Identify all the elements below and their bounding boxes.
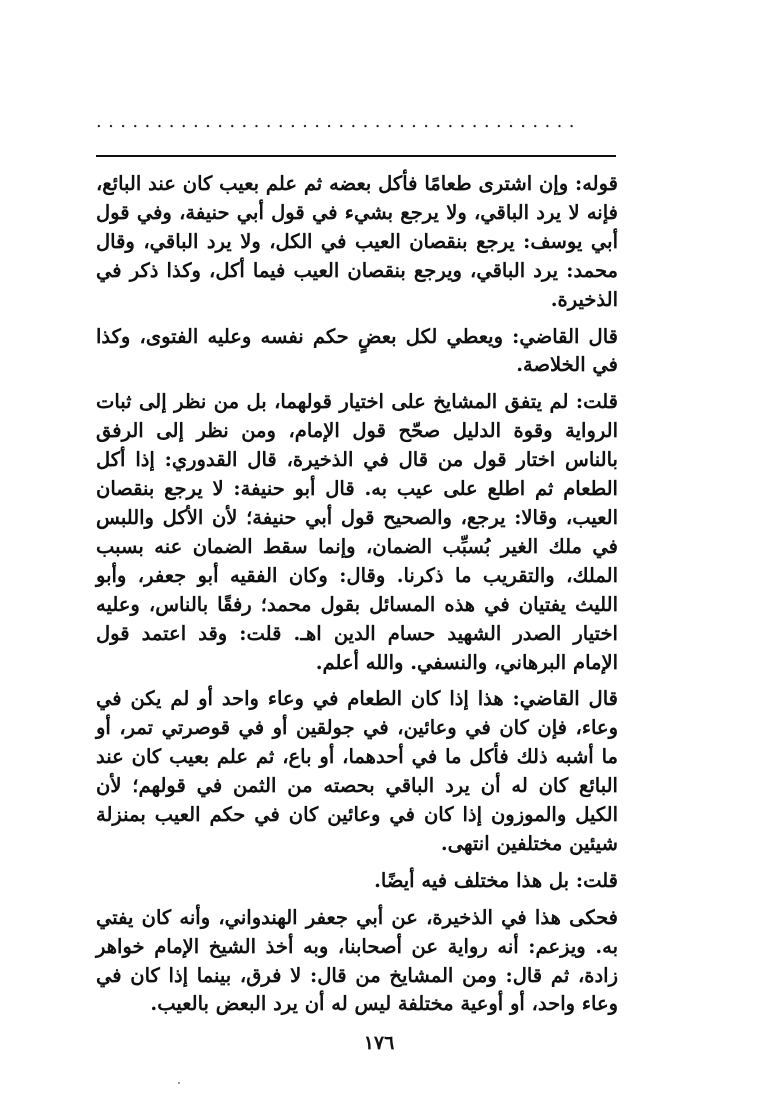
paragraph (96, 323, 618, 381)
text-line: قلت: بل هذا مختلف فيه أيضًا. (374, 868, 618, 892)
text-line: يفتيان في هذه المسائل بقول محمد؛ رفقًا بالناس، وعليه اختيار (96, 592, 618, 645)
text-line: قال القاضي: ويعطي لكل بعضٍ حكم نفسه وعليه الفتوى، وكذا (96, 324, 618, 348)
paragraph (96, 867, 618, 896)
text-line: وعاء واحد، أو أوعية مختلفة ليس له أن يرد البعض بالعيب. (150, 992, 618, 1016)
text-line: فإن كان في وعائين، في جولقين أو في قوصرتي تمر، أو ما أشبه ذلك (96, 716, 618, 769)
text-line: فأكل ما في أحدهما، أو باع، ثم علم بعيب كان عند البائع كان له أن يرد (96, 745, 618, 798)
text-line: يرد الباقي، ويرجع بنقصان العيب فيما أكل، وكذا ذكر في الذخيرة. (96, 258, 618, 311)
text-line: قوله: وإن اشترى طعامًا فأكل بعضه ثم علم بعيب كان عند البائع، فإنه (96, 172, 618, 224)
text-line: قلت: لم يتفق المشايخ على اختيار قولهما، بل من نظر إلى ثبات (96, 390, 618, 414)
paragraph (96, 170, 618, 315)
text-line: الصدر الشهيد حسام الدين اهـ. قلت: وقد اعتمد قول الإمام (96, 621, 618, 674)
text-line: الرواية وقوة الدليل صحّح قول الإمام، ومن نظر إلى الرفق بالناس (96, 419, 618, 472)
text-line: به. ويزعم: أنه رواية عن أصحابنا، وبه أخذ الشيخ الإمام خواهر (96, 934, 618, 958)
scan-speck (178, 1082, 180, 1084)
text-line: الباقي بحصته من الثمن في قولهم؛ لأن الكيل والموزون إذا كان في (96, 774, 618, 827)
text-line: زادة، ثم قال: ومن المشايخ من قال: لا فرق، بينما إذا كان في (96, 963, 618, 987)
page-number: ١٧٦ (363, 1032, 395, 1054)
text-line: قال القاضي: هذا إذا كان الطعام في وعاء واحد أو لم يكن في وعاء، (96, 687, 618, 740)
paragraph (96, 685, 618, 858)
paragraph (96, 904, 618, 1020)
text-line: ملك الغير بُسبِّب الضمان، وإنما سقط الضمان عنه بسبب الملك، (96, 534, 618, 587)
text-line: في الخلاصة. (516, 353, 618, 377)
text-line: اختار قول من قال في الذخيرة، قال القدوري: إذا أكل الطعام ثم (96, 448, 618, 501)
text-line: يوسف: يرجع بنقصان العيب في الكل، ولا يرد الباقي، وقال محمد: (96, 229, 618, 282)
text-line: لا يرد الباقي، ولا يرجع بشيء في قول أبي حنيفة، وفي قول أبي (96, 200, 618, 253)
text-line: وعائين كان في حكم العيب بمنزلة شيئين مختلفين انتهى. (96, 803, 618, 855)
text-line: فحكى هذا في الذخيرة، عن أبي جعفر الهندواني، وأنه كان يفتي (96, 905, 618, 929)
header-rule (96, 155, 616, 157)
paragraph (96, 388, 618, 677)
text-line: والتقريب ما ذكرنا. وقال: وكان الفقيه أبو جعفر، وأبو الليث (96, 563, 618, 616)
body-text (96, 170, 618, 1019)
text-line: اطلع على عيب به. قال أبو حنيفة: لا يرجع بنقصان العيب، (96, 477, 618, 529)
dot-leader-header: ........................................ (96, 112, 581, 132)
text-line: البرهاني، والنسفي. والله أعلم. (315, 650, 567, 674)
text-line: وقالا: يرجع، والصحيح قول أبي حنيفة؛ لأن الأكل واللبس في (96, 505, 618, 558)
